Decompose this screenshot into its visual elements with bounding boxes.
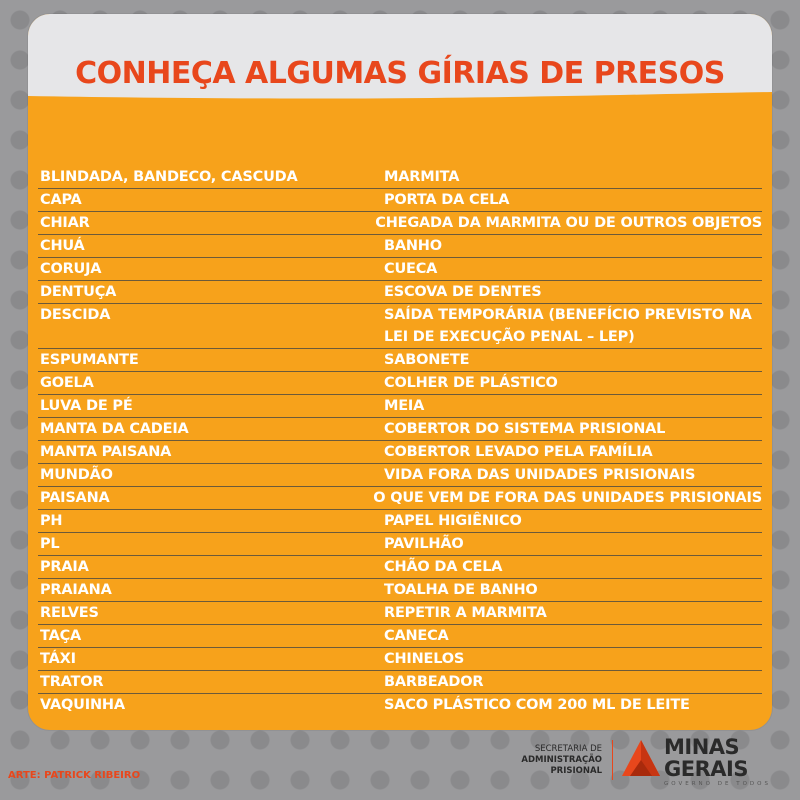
slang-term: PAISANA [40, 490, 110, 506]
table-row [38, 258, 762, 281]
slang-term: PRAIANA [40, 582, 112, 598]
table-row [38, 510, 762, 533]
slang-meaning-line: BARBEADOR [384, 674, 484, 690]
secretaria-line-3: PRISIONAL [550, 766, 602, 776]
slang-meaning-line: O QUE VEM DE FORA DAS UNIDADES PRISIONAIS [373, 490, 762, 506]
table-row [38, 464, 762, 487]
slang-meaning [384, 579, 762, 601]
logo-line-1: MINAS [664, 735, 740, 759]
slang-term: DESCIDA [40, 307, 111, 323]
slang-meaning [384, 304, 762, 348]
table-row [38, 602, 762, 625]
slang-meaning [384, 625, 762, 647]
slang-term: PH [40, 513, 63, 529]
slang-meaning [384, 418, 762, 440]
table-row [38, 281, 762, 304]
slang-meaning [384, 464, 762, 486]
table-row [38, 648, 762, 671]
slang-meaning [384, 395, 762, 417]
slang-meaning-line: REPETIR A MARMITA [384, 605, 547, 621]
slang-meaning-line: COBERTOR DO SISTEMA PRISIONAL [384, 421, 666, 437]
slang-meaning-line: ESCOVA DE DENTES [384, 284, 542, 300]
slang-meaning [384, 281, 762, 303]
table-row [38, 625, 762, 648]
table-row [38, 671, 762, 694]
table-row [38, 395, 762, 418]
minas-gerais-logo-icon [620, 738, 662, 780]
slang-meaning [373, 487, 762, 509]
slang-term: TAÇA [40, 628, 82, 644]
secretaria-label [520, 744, 602, 777]
slang-meaning-line: CUECA [384, 261, 438, 277]
table-row [38, 487, 762, 510]
logo-line-2: GERAIS [664, 757, 748, 781]
slang-term: TRATOR [40, 674, 104, 690]
slang-meaning [384, 671, 762, 693]
slang-meaning-line: SACO PLÁSTICO COM 200 ML DE LEITE [384, 697, 690, 713]
slang-meaning-line: CHÃO DA CELA [384, 559, 503, 575]
table-row [38, 189, 762, 212]
slang-meaning [384, 510, 762, 532]
table-row [38, 372, 762, 395]
slang-meaning [384, 602, 762, 624]
slang-meaning-line: PORTA DA CELA [384, 192, 510, 208]
slang-meaning [384, 166, 762, 188]
slang-term: DENTUÇA [40, 284, 117, 300]
slang-term: LUVA DE PÉ [40, 398, 133, 414]
slang-term: CHIAR [40, 215, 90, 231]
table-row [38, 694, 762, 716]
slang-meaning-line: TOALHA DE BANHO [384, 582, 538, 598]
slang-card [28, 14, 772, 730]
slang-term: CHUÁ [40, 238, 85, 254]
table-row [38, 349, 762, 372]
logo-tagline: GOVERNO DE TODOS [664, 781, 771, 787]
slang-term: MUNDÃO [40, 467, 113, 483]
slang-term: GOELA [40, 375, 94, 391]
slang-meaning-line: SAÍDA TEMPORÁRIA (BENEFÍCIO PREVISTO NA [384, 307, 752, 323]
slang-meaning-line: PAVILHÃO [384, 536, 464, 552]
table-row [38, 441, 762, 464]
table-row [38, 212, 762, 235]
slang-meaning [384, 189, 762, 211]
slang-meaning [384, 349, 762, 371]
slang-meaning [384, 694, 762, 716]
slang-meaning-line: COBERTOR LEVADO PELA FAMÍLIA [384, 444, 653, 460]
table-row [38, 533, 762, 556]
slang-meaning-line: SABONETE [384, 352, 470, 368]
table-row [38, 579, 762, 602]
logo-wordmark [664, 736, 748, 780]
table-row [38, 418, 762, 441]
slang-term: RELVES [40, 605, 99, 621]
slang-meaning [384, 258, 762, 280]
slang-meaning-line: VIDA FORA DAS UNIDADES PRISIONAIS [384, 467, 696, 483]
slang-meaning-line: LEI DE EXECUÇÃO PENAL – LEP) [384, 329, 635, 345]
slang-term: ESPUMANTE [40, 352, 139, 368]
slang-term: PRAIA [40, 559, 89, 575]
slang-meaning [384, 533, 762, 555]
slang-term: VAQUINHA [40, 697, 125, 713]
slang-meaning-line: MARMITA [384, 169, 460, 185]
slang-term: CORUJA [40, 261, 102, 277]
table-row [38, 556, 762, 579]
slang-term: BLINDADA, BANDECO, CASCUDA [40, 169, 298, 185]
title-banner [28, 14, 772, 154]
slang-meaning [384, 235, 762, 257]
page-title: CONHEÇA ALGUMAS GÍRIAS DE PRESOS [75, 56, 725, 91]
slang-term: CAPA [40, 192, 82, 208]
slang-term: MANTA PAISANA [40, 444, 172, 460]
slang-table [38, 166, 762, 716]
slang-meaning-line: CANECA [384, 628, 449, 644]
slang-term: PL [40, 536, 60, 552]
secretaria-line-1: SECRETARIA DE [534, 744, 602, 754]
secretaria-line-2: ADMINISTRAÇÃO [521, 755, 602, 765]
logo-divider [612, 740, 613, 780]
slang-meaning-line: BANHO [384, 238, 442, 254]
slang-meaning [384, 648, 762, 670]
table-row [38, 235, 762, 258]
slang-meaning-line: CHEGADA DA MARMITA OU DE OUTROS OBJETOS [375, 215, 762, 231]
slang-meaning [375, 212, 762, 234]
table-row [38, 166, 762, 189]
slang-meaning-line: MEIA [384, 398, 425, 414]
slang-term: MANTA DA CADEIA [40, 421, 189, 437]
slang-term: TÁXI [40, 651, 76, 667]
slang-meaning [384, 372, 762, 394]
slang-meaning-line: COLHER DE PLÁSTICO [384, 375, 558, 391]
slang-meaning-line: CHINELOS [384, 651, 465, 667]
table-row [38, 304, 762, 349]
slang-meaning [384, 556, 762, 578]
art-credit: ARTE: PATRICK RIBEIRO [8, 770, 141, 781]
slang-meaning-line: PAPEL HIGIÊNICO [384, 513, 522, 529]
slang-meaning [384, 441, 762, 463]
